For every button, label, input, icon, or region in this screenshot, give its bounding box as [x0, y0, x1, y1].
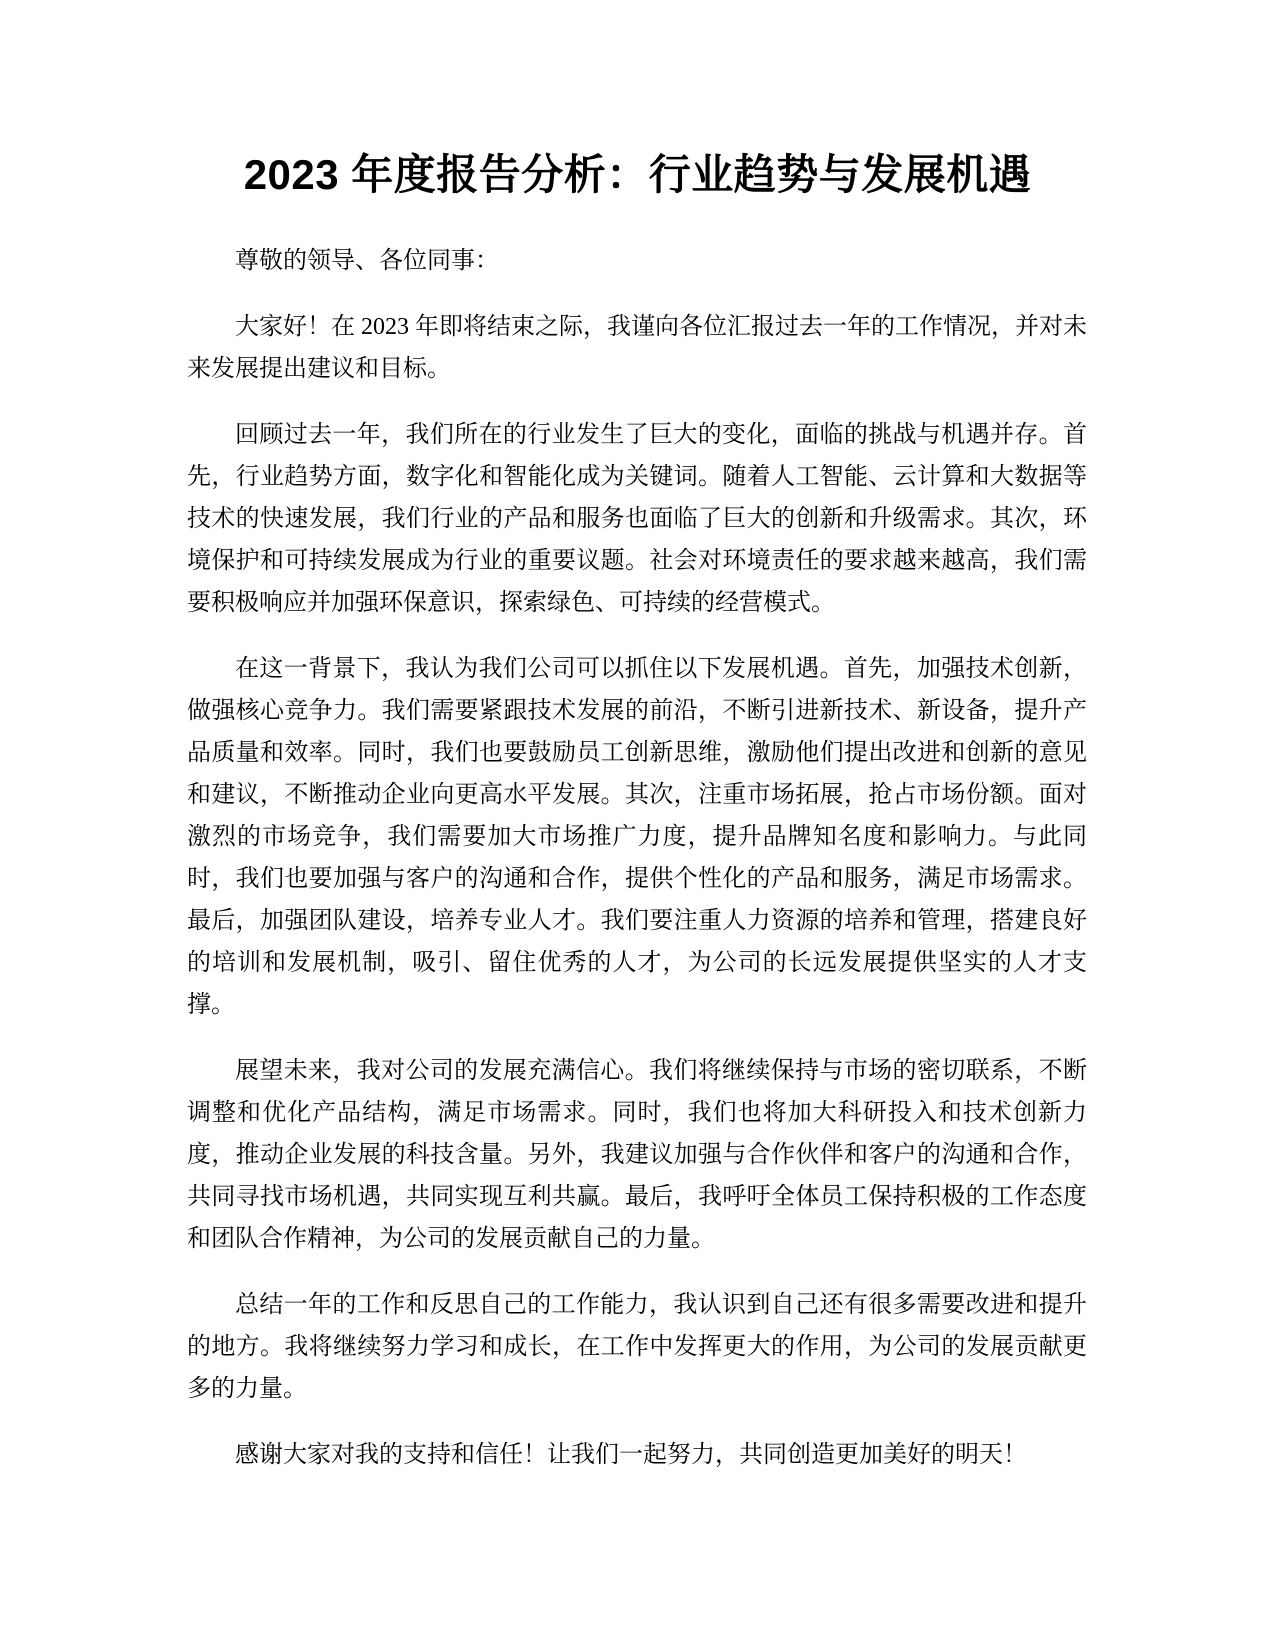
opportunities-paragraph: 在这一背景下，我认为我们公司可以抓住以下发展机遇。首先，加强技术创新，做强核心竞争力。我们需要紧跟技术发展的前沿，不断引进新技术、新设备，提升产品质量和效率。同时，我们也要鼓励员工创新思维，激励他们提出改进和创新的意见和建议，不断推动企业向更高水平发展。其次，注重市场拓展，抢占市场份额。面对激烈的市场竞争，我们需要加大市场推广力度，提升品牌知名度和影响力。与此同时，我们也要加强与客户的沟通和合作，提供个性化的产品和服务，满足市场需求。最后，加强团队建设，培养专业人才。我们要注重人力资源的培养和管理，搭建良好的培训和发展机制，吸引、留住优秀的人才，为公司的长远发展提供坚实的人才支撑。	[187, 656, 1087, 1018]
outlook-paragraph: 展望未来，我对公司的发展充满信心。我们将继续保持与市场的密切联系，不断调整和优化产品结构，满足市场需求。同时，我们也将加大科研投入和技术创新力度，推动企业发展的科技含量。另外，我建议加强与合作伙伴和客户的沟通和合作，共同寻找市场机遇，共同实现互利共赢。最后，我呼吁全体员工保持积极的工作态度和团队合作精神，为公司的发展贡献自己的力量。	[187, 1058, 1087, 1252]
document-body	[187, 240, 1087, 1500]
greeting-paragraph: 大家好！在 2023 年即将结束之际，我谨向各位汇报过去一年的工作情况，并对未来发展提出建议和目标。	[187, 314, 1087, 382]
closing-paragraph: 感谢大家对我的支持和信任！让我们一起努力，共同创造更加美好的明天！	[235, 1442, 1027, 1468]
self-reflection-paragraph: 总结一年的工作和反思自己的工作能力，我认识到自己还有很多需要改进和提升的地方。我将继续努力学习和成长，在工作中发挥更大的作用，为公司的发展贡献更多的力量。	[187, 1292, 1087, 1402]
industry-review-paragraph: 回顾过去一年，我们所在的行业发生了巨大的变化，面临的挑战与机遇并存。首先，行业趋势方面，数字化和智能化成为关键词。随着人工智能、云计算和大数据等技术的快速发展，我们行业的产品和服务也面临了巨大的创新和升级需求。其次，环境保护和可持续发展成为行业的重要议题。社会对环境责任的要求越来越高，我们需要积极响应并加强环保意识，探索绿色、可持续的经营模式。	[187, 422, 1087, 616]
document-title: 2023 年度报告分析：行业趋势与发展机遇	[243, 151, 1032, 198]
salutation-paragraph: 尊敬的领导、各位同事：	[235, 248, 499, 274]
